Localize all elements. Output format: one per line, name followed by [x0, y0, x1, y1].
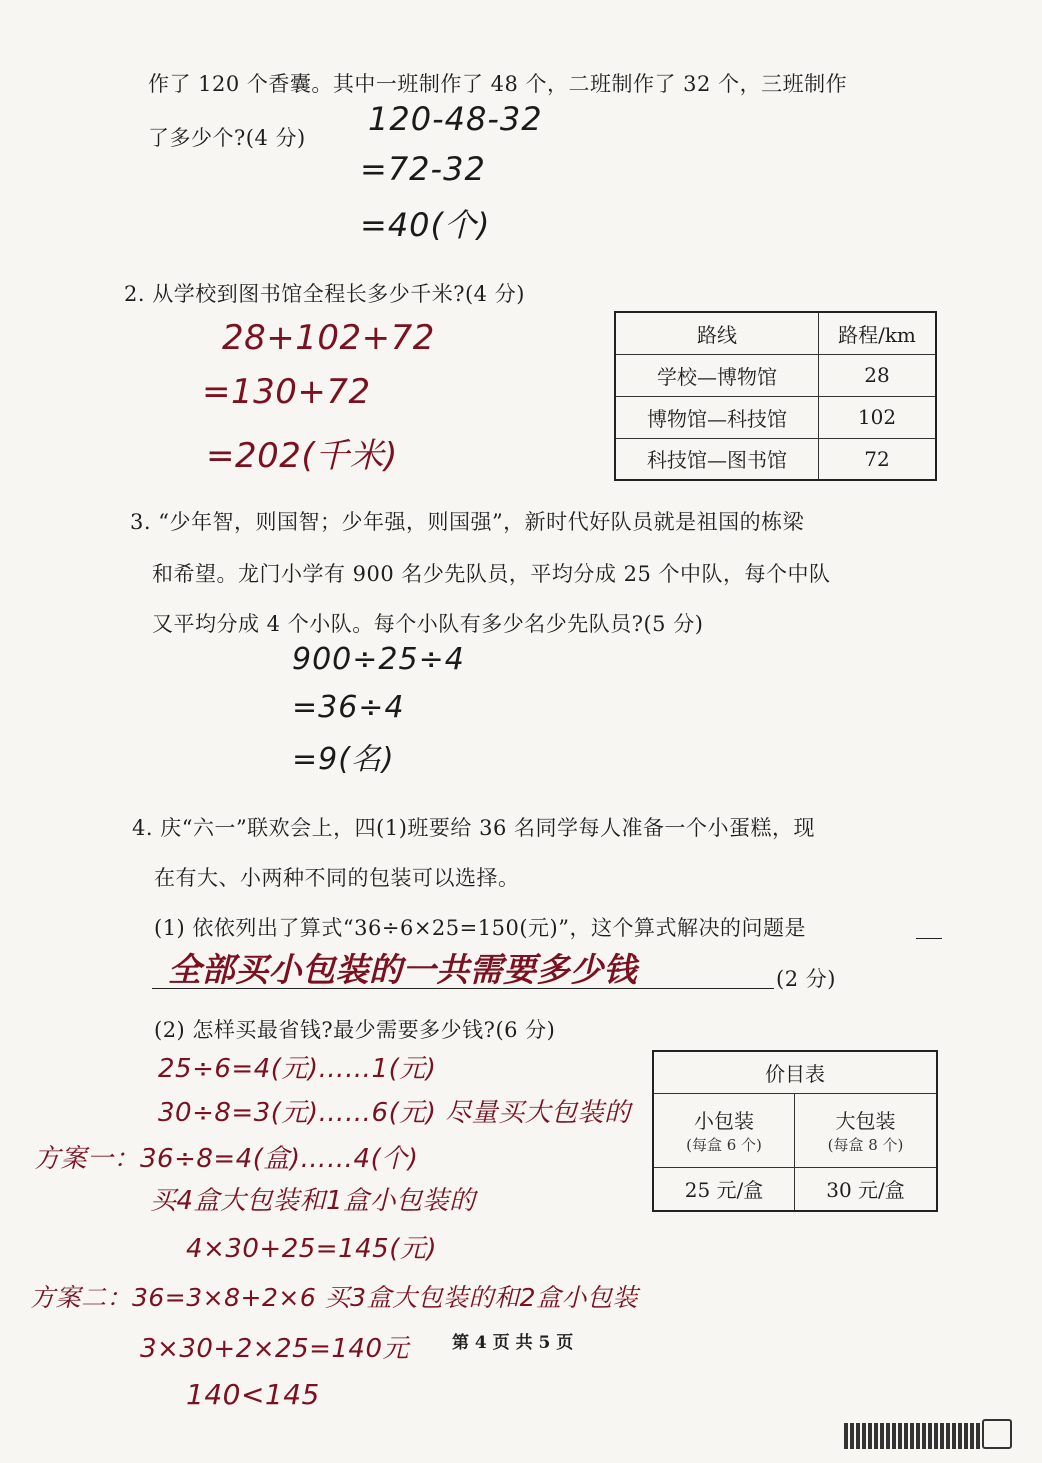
price-table-large-pack: [795, 1093, 938, 1167]
q3-work-step2: =36÷4: [292, 690, 405, 725]
q4-part1-blank-start: [916, 938, 942, 939]
route-table: [614, 311, 937, 481]
q4-work-line3: 方案一：36÷8=4(盒)……4(个): [34, 1144, 419, 1174]
q3-line2: 和希望。龙门小学有 900 名少先队员，平均分成 25 个中队，每个中队: [152, 562, 831, 586]
q2-question: 2. 从学校到图书馆全程长多少千米?(4 分): [124, 282, 525, 306]
route-table-header-route: 路线: [615, 312, 819, 354]
small-pack-name: 小包装: [694, 1109, 754, 1133]
price-table: [652, 1050, 938, 1212]
large-pack-count: (每盒 8 个): [827, 1136, 904, 1154]
q1-work-step3: =40(个): [360, 206, 491, 244]
large-pack-price: 30 元/盒: [795, 1167, 938, 1211]
large-pack-name: 大包装: [835, 1109, 896, 1133]
route-table-cell: 28: [819, 354, 937, 396]
q4-work-line6: 方案二：36=3×8+2×6 买3盒大包装的和2盒小包装: [30, 1283, 638, 1312]
q4-work-line2: 30÷8=3(元)……6(元) 尽量买大包装的: [158, 1098, 631, 1128]
page-number: 第 4 页 共 5 页: [452, 1333, 574, 1353]
route-table-cell: 科技馆—图书馆: [615, 438, 819, 480]
watermark-logo: [844, 1419, 1012, 1449]
route-table-cell: 102: [819, 396, 937, 438]
q3-work-step1: 900÷25÷4: [292, 642, 465, 677]
q1-work-step2: =72-32: [360, 150, 486, 188]
q4-line2: 在有大、小两种不同的包装可以选择。: [154, 866, 520, 890]
q4-line1: 4. 庆“六一”联欢会上，四(1)班要给 36 名同学每人准备一个小蛋糕，现: [132, 816, 815, 840]
q4-work-line1: 25÷6=4(元)……1(元): [158, 1054, 437, 1084]
q1-work-step1: 120-48-32: [368, 100, 543, 138]
q2-work-step2: =130+72: [202, 372, 371, 412]
q3-line1: 3. “少年智，则国智；少年强，则国强”，新时代好队员就是祖国的栋梁: [130, 510, 805, 534]
q3-work-step3: =9(名): [292, 742, 395, 777]
price-table-title: 价目表: [653, 1051, 937, 1093]
q3-line3: 又平均分成 4 个小队。每个小队有多少名少先队员?(5 分): [152, 612, 704, 636]
q4-part1-answer: 全部买小包装的一共需要多少钱: [168, 950, 637, 989]
q4-part1: (1) 依依列出了算式“36÷6×25=150(元)”，这个算式解决的问题是: [154, 916, 806, 940]
route-table-header-distance: 路程/km: [819, 312, 937, 354]
q1-line1: 作了 120 个香囊。其中一班制作了 48 个，二班制作了 32 个，三班制作: [148, 72, 848, 96]
small-pack-price: 25 元/盒: [653, 1167, 795, 1211]
q2-work-step3: =202(千米): [206, 436, 398, 476]
q4-part2: (2) 怎样买最省钱?最少需要多少钱?(6 分): [154, 1018, 556, 1042]
q4-part1-score: (2 分): [776, 967, 836, 991]
q4-work-line4: 买4盒大包装和1盒小包装的: [150, 1186, 476, 1216]
route-table-cell: 72: [819, 438, 937, 480]
route-table-cell: 博物馆—科技馆: [615, 396, 819, 438]
q2-work-step1: 28+102+72: [222, 318, 435, 358]
q1-line2: 了多少个?(4 分): [148, 126, 306, 150]
small-pack-count: (每盒 6 个): [686, 1136, 762, 1154]
q4-work-line5: 4×30+25=145(元): [186, 1234, 437, 1264]
route-table-cell: 学校—博物馆: [615, 354, 819, 396]
price-table-small-pack: [653, 1093, 795, 1167]
q4-work-line8: 140<145: [186, 1378, 320, 1411]
q4-work-line7: 3×30+2×25=140元: [140, 1334, 410, 1364]
